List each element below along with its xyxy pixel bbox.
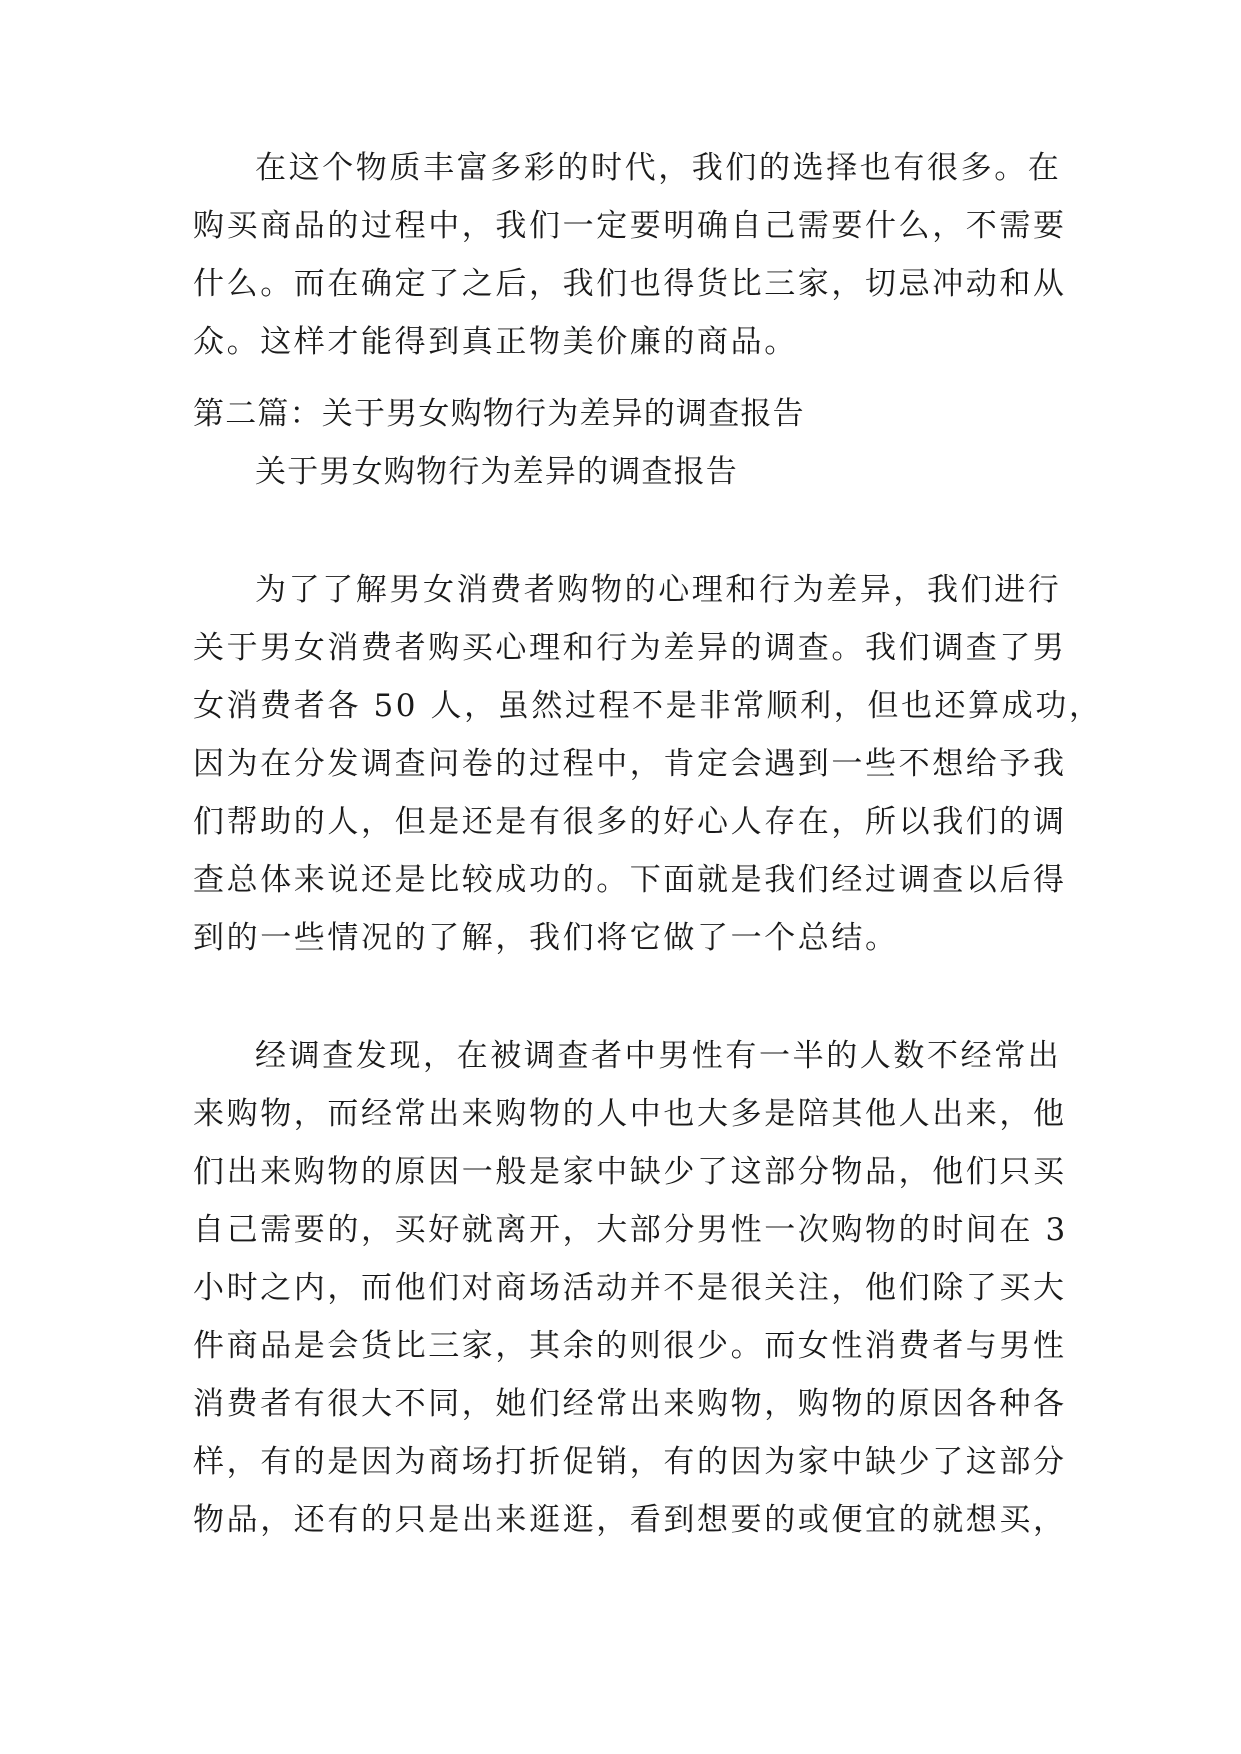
paragraph-line: 小时之内，而他们对商场活动并不是很关注，他们除了买大 (193, 1270, 1067, 1306)
paragraph-line: 为了了解男女消费者购物的心理和行为差异，我们进行 (255, 572, 1062, 608)
paragraph-line: 消费者有很大不同，她们经常出来购物，购物的原因各种各 (193, 1386, 1067, 1422)
paragraph-line: 件商品是会货比三家，其余的则很少。而女性消费者与男性 (193, 1328, 1067, 1364)
paragraph-line: 来购物，而经常出来购物的人中也大多是陪其他人出来，他 (193, 1096, 1067, 1132)
paragraph-line: 购买商品的过程中，我们一定要明确自己需要什么，不需要 (193, 208, 1067, 244)
paragraph-line: 们帮助的人，但是还是有很多的好心人存在，所以我们的调 (193, 804, 1067, 840)
paragraph-line: 样，有的是因为商场打折促销，有的因为家中缺少了这部分 (193, 1444, 1067, 1480)
paragraph-line: 关于男女消费者购买心理和行为差异的调查。我们调查了男 (193, 630, 1067, 666)
paragraph-line: 什么。而在确定了之后，我们也得货比三家，切忌冲动和从 (193, 266, 1067, 302)
paragraph-line: 因为在分发调查问卷的过程中，肯定会遇到一些不想给予我 (193, 746, 1067, 782)
paragraph-line: 众。这样才能得到真正物美价廉的商品。 (193, 324, 798, 360)
paragraph-line: 女消费者各 50 人，虽然过程不是非常顺利，但也还算成功， (193, 688, 1103, 724)
paragraph-line: 在这个物质丰富多彩的时代，我们的选择也有很多。在 (255, 150, 1062, 186)
paragraph-line: 查总体来说还是比较成功的。下面就是我们经过调查以后得 (193, 862, 1067, 898)
paragraph-line: 物品，还有的只是出来逛逛，看到想要的或便宜的就想买， (193, 1502, 1067, 1538)
paragraph-line: 到的一些情况的了解，我们将它做了一个总结。 (193, 920, 899, 956)
paragraph-line: 自己需要的，买好就离开，大部分男性一次购物的时间在 3 (193, 1212, 1068, 1248)
paragraph-line: 们出来购物的原因一般是家中缺少了这部分物品，他们只买 (193, 1154, 1067, 1190)
report-title: 关于男女购物行为差异的调查报告 (255, 454, 738, 490)
paragraph-line: 经调查发现，在被调查者中男性有一半的人数不经常出 (255, 1038, 1062, 1074)
section-heading: 第二篇：关于男女购物行为差异的调查报告 (193, 396, 805, 432)
